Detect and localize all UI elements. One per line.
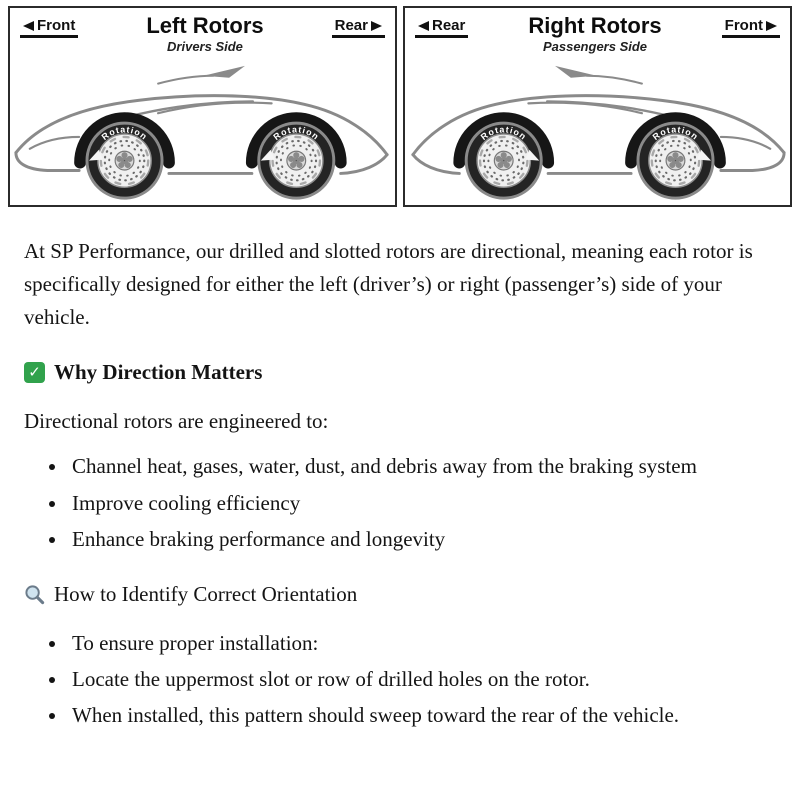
front-label-text: Front	[724, 17, 763, 34]
rotation-label: Rotation	[650, 124, 701, 143]
right-panel-titles	[528, 14, 661, 54]
section-heading-text: How to Identify Correct Orientation	[54, 581, 358, 606]
rear-label-text: Rear	[334, 17, 368, 34]
orientation-list	[24, 627, 776, 733]
bullet-item: • Improve cooling efficiency	[68, 487, 776, 520]
rear-label-text: Rear	[432, 17, 466, 34]
panel-title: Right Rotors	[528, 13, 662, 38]
rotor-direction-diagram	[8, 6, 792, 207]
right-car-illustration	[405, 54, 790, 204]
heading-identify-orientation	[24, 578, 776, 611]
arrow-left-icon	[23, 21, 34, 31]
article-body	[0, 219, 800, 775]
arrow-right-icon	[371, 21, 382, 31]
left-panel-titles	[146, 14, 263, 54]
rear-direction-label	[332, 17, 385, 38]
heading-why-direction-matters	[24, 356, 776, 389]
section-lead: Directional rotors are engineered to:	[24, 409, 329, 434]
bullet-item: • Enhance braking performance and longevity	[68, 523, 776, 556]
section-heading-text: Why Direction Matters	[54, 360, 263, 385]
left-panel-header	[10, 8, 395, 54]
front-label-text: Front	[37, 17, 76, 34]
bullet-item: • Channel heat, gases, water, dust, and debris away from the braking system	[68, 450, 776, 483]
front-direction-label	[20, 17, 78, 38]
right-rotors-panel	[403, 6, 792, 207]
panel-title: Left Rotors	[146, 13, 264, 38]
left-car-illustration	[10, 54, 395, 204]
rotation-label: Rotation	[271, 124, 322, 143]
right-panel-header	[405, 8, 790, 54]
bullet-item: • When installed, this pattern should sweep toward the rear of the vehicle.	[68, 699, 776, 732]
benefits-list	[24, 450, 776, 556]
panel-subtitle: Drivers Side	[167, 39, 243, 55]
arrow-left-icon	[418, 21, 429, 31]
bullet-item: • To ensure proper installation:	[68, 627, 776, 660]
intro-paragraph: At SP Performance, our drilled and slotted rotors are directional, meaning each rotor is specifically designed for either the left (driver’s) or right (passenger’s) side of your vehicle.	[24, 238, 753, 329]
arrow-right-icon	[766, 21, 777, 31]
check-icon: ✓	[24, 362, 45, 383]
rotation-label: Rotation	[478, 124, 529, 143]
bullet-item: • Locate the uppermost slot or row of drilled holes on the rotor.	[68, 663, 776, 696]
magnifier-icon	[24, 584, 45, 605]
rear-direction-label	[415, 17, 468, 38]
rotation-label: Rotation	[99, 124, 150, 143]
panel-subtitle: Passengers Side	[542, 39, 648, 55]
left-rotors-panel	[8, 6, 397, 207]
front-direction-label	[722, 17, 780, 38]
